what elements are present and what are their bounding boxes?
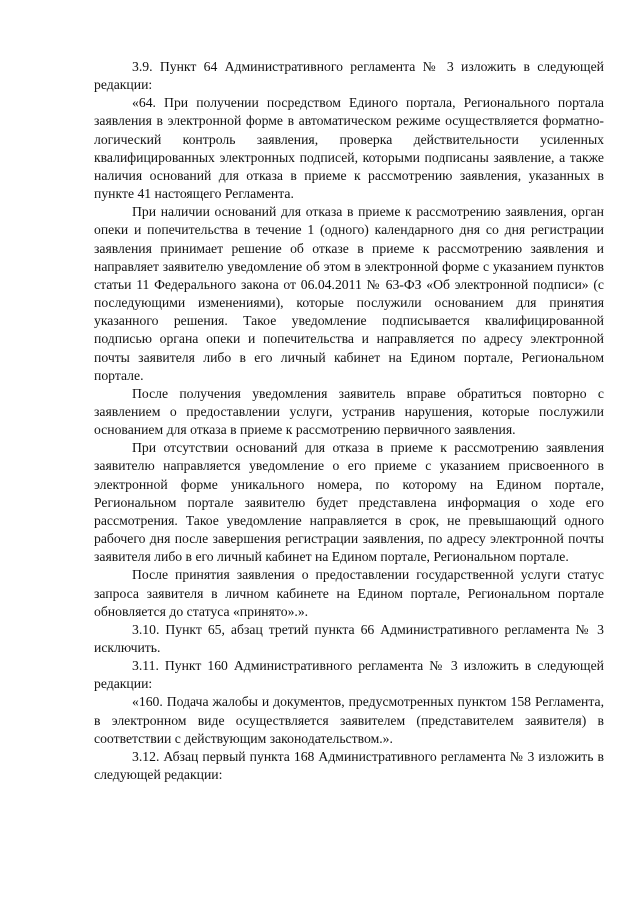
paragraph-160-quote: «160. Подача жалобы и документов, предусмотренных пунктом 158 Регламента, в электронном виде осуществляется заявителем (представителем заявителя) в соответствии с действующим законодательством.». — [94, 694, 604, 746]
paragraph-3-12: 3.12. Абзац первый пункта 168 Административного регламента № 3 изложить в следующей редакции: — [94, 748, 604, 783]
paragraph-3-9: 3.9. Пункт 64 Административного регламента № 3 изложить в следующей редакции: — [94, 59, 604, 93]
paragraph-status-update: После принятия заявления о предоставлении государственной услуги статус запроса заявителя в личном кабинете на Едином портале, Региональном портале обновляется до статуса «принято».». — [94, 567, 604, 619]
paragraph-acceptance-notice: При отсутствии оснований для отказа в приеме к рассмотрению заявления заявителю направляется уведомление о его приеме с указанием присвоенного в электронной форме уникального номера, по которому на Едином портале, Региональном портале заявителю будет представлена информация о ходе его рассмотрения. Такое уведомление направляется в срок, не превышающий одного рабочего дня после завершения регистрации заявления, по адресу электронной почты заявителя либо в его личный кабинет на Едином портале, Региональном портале. — [94, 440, 604, 565]
document-page — [94, 58, 604, 784]
paragraph-64-quote: «64. При получении посредством Единого портала, Регионального портала заявления в электронной форме в автоматическом режиме осуществляется форматно-логический контроль заявления, проверка действительности усиленных квалифицированных электронных подписей, которыми подписаны заявление, а также наличия оснований для отказа в приеме к рассмотрению заявления, указанных в пункте 41 настоящего Регламента. — [94, 95, 604, 202]
paragraph-refusal-grounds: При наличии оснований для отказа в приеме к рассмотрению заявления, орган опеки и попечительства в течение 1 (одного) календарного дня со дня регистрации заявления принимает решение об отказе в приеме к рассмотрению заявления и направляет заявителю уведомление об этом в электронной форме с указанием пунктов статьи 11 Федерального закона от 06.04.2011 № 63-ФЗ «Об электронной подписи» (с последующими изменениями), которые послужили основанием для принятия указанного решения. Такое уведомление подписывается квалифицированной подписью органа опеки и попечительства и направляется по адресу электронной почты заявителя либо в его личный кабинет на Едином портале, Региональном портале. — [94, 204, 604, 383]
paragraph-repeat-application: После получения уведомления заявитель вправе обратиться повторно с заявлением о предоставлении услуги, устранив нарушения, которые послужили основанием для отказа в приеме к рассмотрению первичного заявления. — [94, 385, 604, 438]
paragraph-3-10: 3.10. Пункт 65, абзац третий пункта 66 Административного регламента № 3 исключить. — [94, 621, 604, 655]
paragraph-3-11: 3.11. Пункт 160 Административного регламента № 3 изложить в следующей редакции: — [94, 658, 604, 692]
